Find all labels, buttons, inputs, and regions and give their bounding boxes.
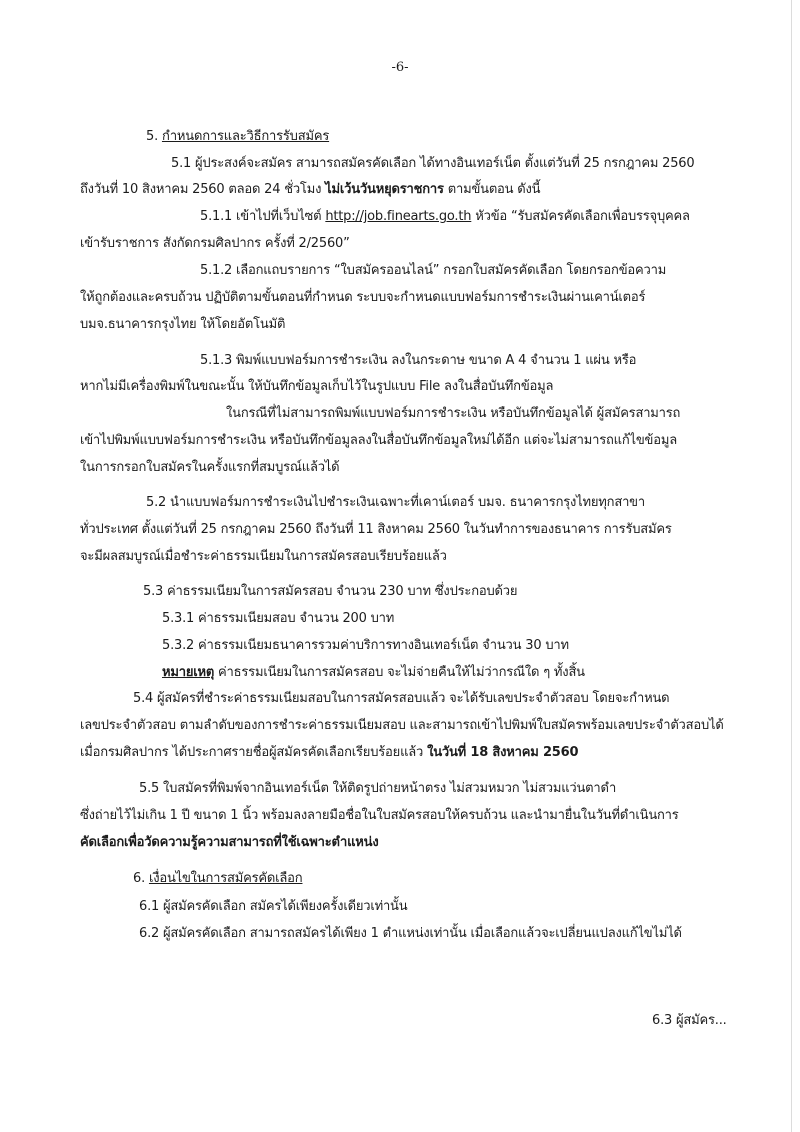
para-5-2-line1: 5.2 นำแบบฟอร์มการชำระเงินไปชำระเงินเฉพาะที่เคาน์เตอร์ บมจ. ธนาคารกรุงไทยทุกสาขา	[146, 495, 645, 510]
text-bold: ไม่เว้นวันหยุดราชการ	[325, 182, 444, 197]
para-5-4-line2: เลขประจำตัวสอบ ตามลำดับของการชำระค่าธรรมเนียมสอบ และสามารถเข้าไปพิมพ์ใบสมัครพร้อมเลขประจำตัวสอบได้	[80, 718, 724, 733]
para-6-1: 6.1 ผู้สมัครคัดเลือก สมัครได้เพียงครั้งเดียวเท่านั้น	[139, 899, 408, 914]
para-5-3-1: 5.3.1 ค่าธรรมเนียมสอบ จำนวน 200 บาท	[162, 611, 395, 626]
website-link[interactable]: http://job.finearts.go.th	[325, 209, 472, 224]
section-5-number: 5.	[146, 129, 159, 144]
para-5-1-line1: 5.1 ผู้ประสงค์จะสมัคร สามารถสมัครคัดเลือก ได้ทางอินเทอร์เน็ต ตั้งแต่วันที่ 25 กรกฎาคม 2560	[171, 156, 695, 171]
continuation-marker: 6.3 ผู้สมัคร...	[652, 1013, 727, 1028]
para-5-1-3-line2: หากไม่มีเครื่องพิมพ์ในขณะนั้น ให้บันทึกข้อมูลเก็บไว้ในรูปแบบ File ลงในสื่อบันทึกข้อมูล	[80, 379, 554, 394]
para-5-1-3-line1: 5.1.3 พิมพ์แบบฟอร์มการชำระเงิน ลงในกระดาษ ขนาด A 4 จำนวน 1 แผ่น หรือ	[200, 353, 637, 368]
text-span: เมื่อกรมศิลปากร ได้ประกาศรายชื่อผู้สมัครคัดเลือกเรียบร้อยแล้ว	[80, 745, 428, 760]
scan-edge-line	[791, 0, 792, 1132]
text-span: หัวข้อ “รับสมัครคัดเลือกเพื่อบรรจุบุคคล	[471, 209, 690, 224]
para-5-1-2-line3: บมจ.ธนาคารกรุงไทย ให้โดยอัตโนมัติ	[80, 317, 286, 332]
para-5-3-line1: 5.3 ค่าธรรมเนียมในการสมัครสอบ จำนวน 230 บาท ซึ่งประกอบด้วย	[143, 584, 518, 599]
para-5-5-line1: 5.5 ใบสมัครที่พิมพ์จากอินเทอร์เน็ต ให้ติดรูปถ่ายหน้าตรง ไม่สวมหมวก ไม่สวมแว่นตาดำ	[139, 781, 617, 796]
para-5-5-line2: ซึ่งถ่ายไว้ไม่เกิน 1 ปี ขนาด 1 นิ้ว พร้อมลงลายมือชื่อในใบสมัครสอบให้ครบถ้วน และนำมายื่นในวันที่ดำเนินการ	[80, 808, 679, 823]
para-5-1-3-line3: ในกรณีที่ไม่สามารถพิมพ์แบบฟอร์มการชำระเงิน หรือบันทึกข้อมูลได้ ผู้สมัครสามารถ	[226, 406, 681, 421]
para-5-3-2: 5.3.2 ค่าธรรมเนียมธนาคารรวมค่าบริการทางอินเทอร์เน็ต จำนวน 30 บาท	[162, 638, 569, 653]
section-6-title: เงื่อนไขในการสมัครคัดเลือก	[148, 871, 303, 886]
text-span: ตามขั้นตอน ดังนี้	[443, 182, 541, 197]
para-5-1-3-line5: ในการกรอกใบสมัครในครั้งแรกที่สมบูรณ์แล้วได้	[80, 460, 340, 475]
para-5-1-line2	[80, 181, 540, 199]
text-span: 5.1.1 เข้าไปที่เว็บไซต์	[200, 209, 326, 224]
para-5-3-note	[162, 664, 585, 682]
section-5-heading	[146, 128, 329, 146]
para-5-1-2-line2: ให้ถูกต้องและครบถ้วน ปฏิบัติตามขั้นตอนที่กำหนด ระบบจะกำหนดแบบฟอร์มการชำระเงินผ่านเคาน์เตอร์	[80, 290, 646, 305]
note-text: ค่าธรรมเนียมในการสมัครสอบ จะไม่จ่ายคืนให้ไม่ว่ากรณีใด ๆ ทั้งสิ้น	[214, 665, 585, 680]
para-5-4-line1: 5.4 ผู้สมัครที่ชำระค่าธรรมเนียมสอบในการสมัครสอบแล้ว จะได้รับเลขประจำตัวสอบ โดยจะกำหนด	[133, 691, 670, 706]
section-6-number: 6.	[133, 871, 146, 886]
para-5-2-line2: ทั่วประเทศ ตั้งแต่วันที่ 25 กรกฎาคม 2560 ถึงวันที่ 11 สิงหาคม 2560 ในวันทำการของธนาคาร การรับสมัคร	[80, 522, 672, 537]
para-5-1-3-line4: เข้าไปพิมพ์แบบฟอร์มการชำระเงิน หรือบันทึกข้อมูลลงในสื่อบันทึกข้อมูลใหม่ได้อีก แต่จะไม่สามารถแก้ไขข้อมูล	[80, 433, 677, 448]
text-span: ถึงวันที่ 10 สิงหาคม 2560 ตลอด 24 ชั่วโมง	[80, 182, 326, 197]
para-5-1-1-line2: เข้ารับราชการ สังกัดกรมศิลปากร ครั้งที่ 2/2560”	[80, 236, 350, 251]
para-5-5-line3: คัดเลือกเพื่อวัดความรู้ความสามารถที่ใช้เฉพาะตำแหน่ง	[80, 835, 379, 850]
section-5-title: กำหนดการและวิธีการรับสมัคร	[161, 129, 330, 144]
text-bold: ในวันที่ 18 สิงหาคม 2560	[427, 745, 579, 760]
para-5-1-1-line1	[200, 208, 690, 226]
para-5-1-2-line1: 5.1.2 เลือกแถบรายการ “ใบสมัครออนไลน์” กรอกใบสมัครคัดเลือก โดยกรอกข้อความ	[200, 263, 667, 278]
section-6-heading	[133, 870, 302, 888]
para-5-2-line3: จะมีผลสมบูรณ์เมื่อชำระค่าธรรมเนียมในการสมัครสอบเรียบร้อยแล้ว	[80, 549, 447, 564]
para-5-4-line3	[80, 744, 578, 762]
page-number: -6-	[391, 60, 409, 75]
para-6-2: 6.2 ผู้สมัครคัดเลือก สามารถสมัครได้เพียง 1 ตำแหน่งเท่านั้น เมื่อเลือกแล้วจะเปลี่ยนแปลงแก้ไขไม่ได้	[139, 926, 682, 941]
note-label: หมายเหตุ	[162, 665, 215, 680]
